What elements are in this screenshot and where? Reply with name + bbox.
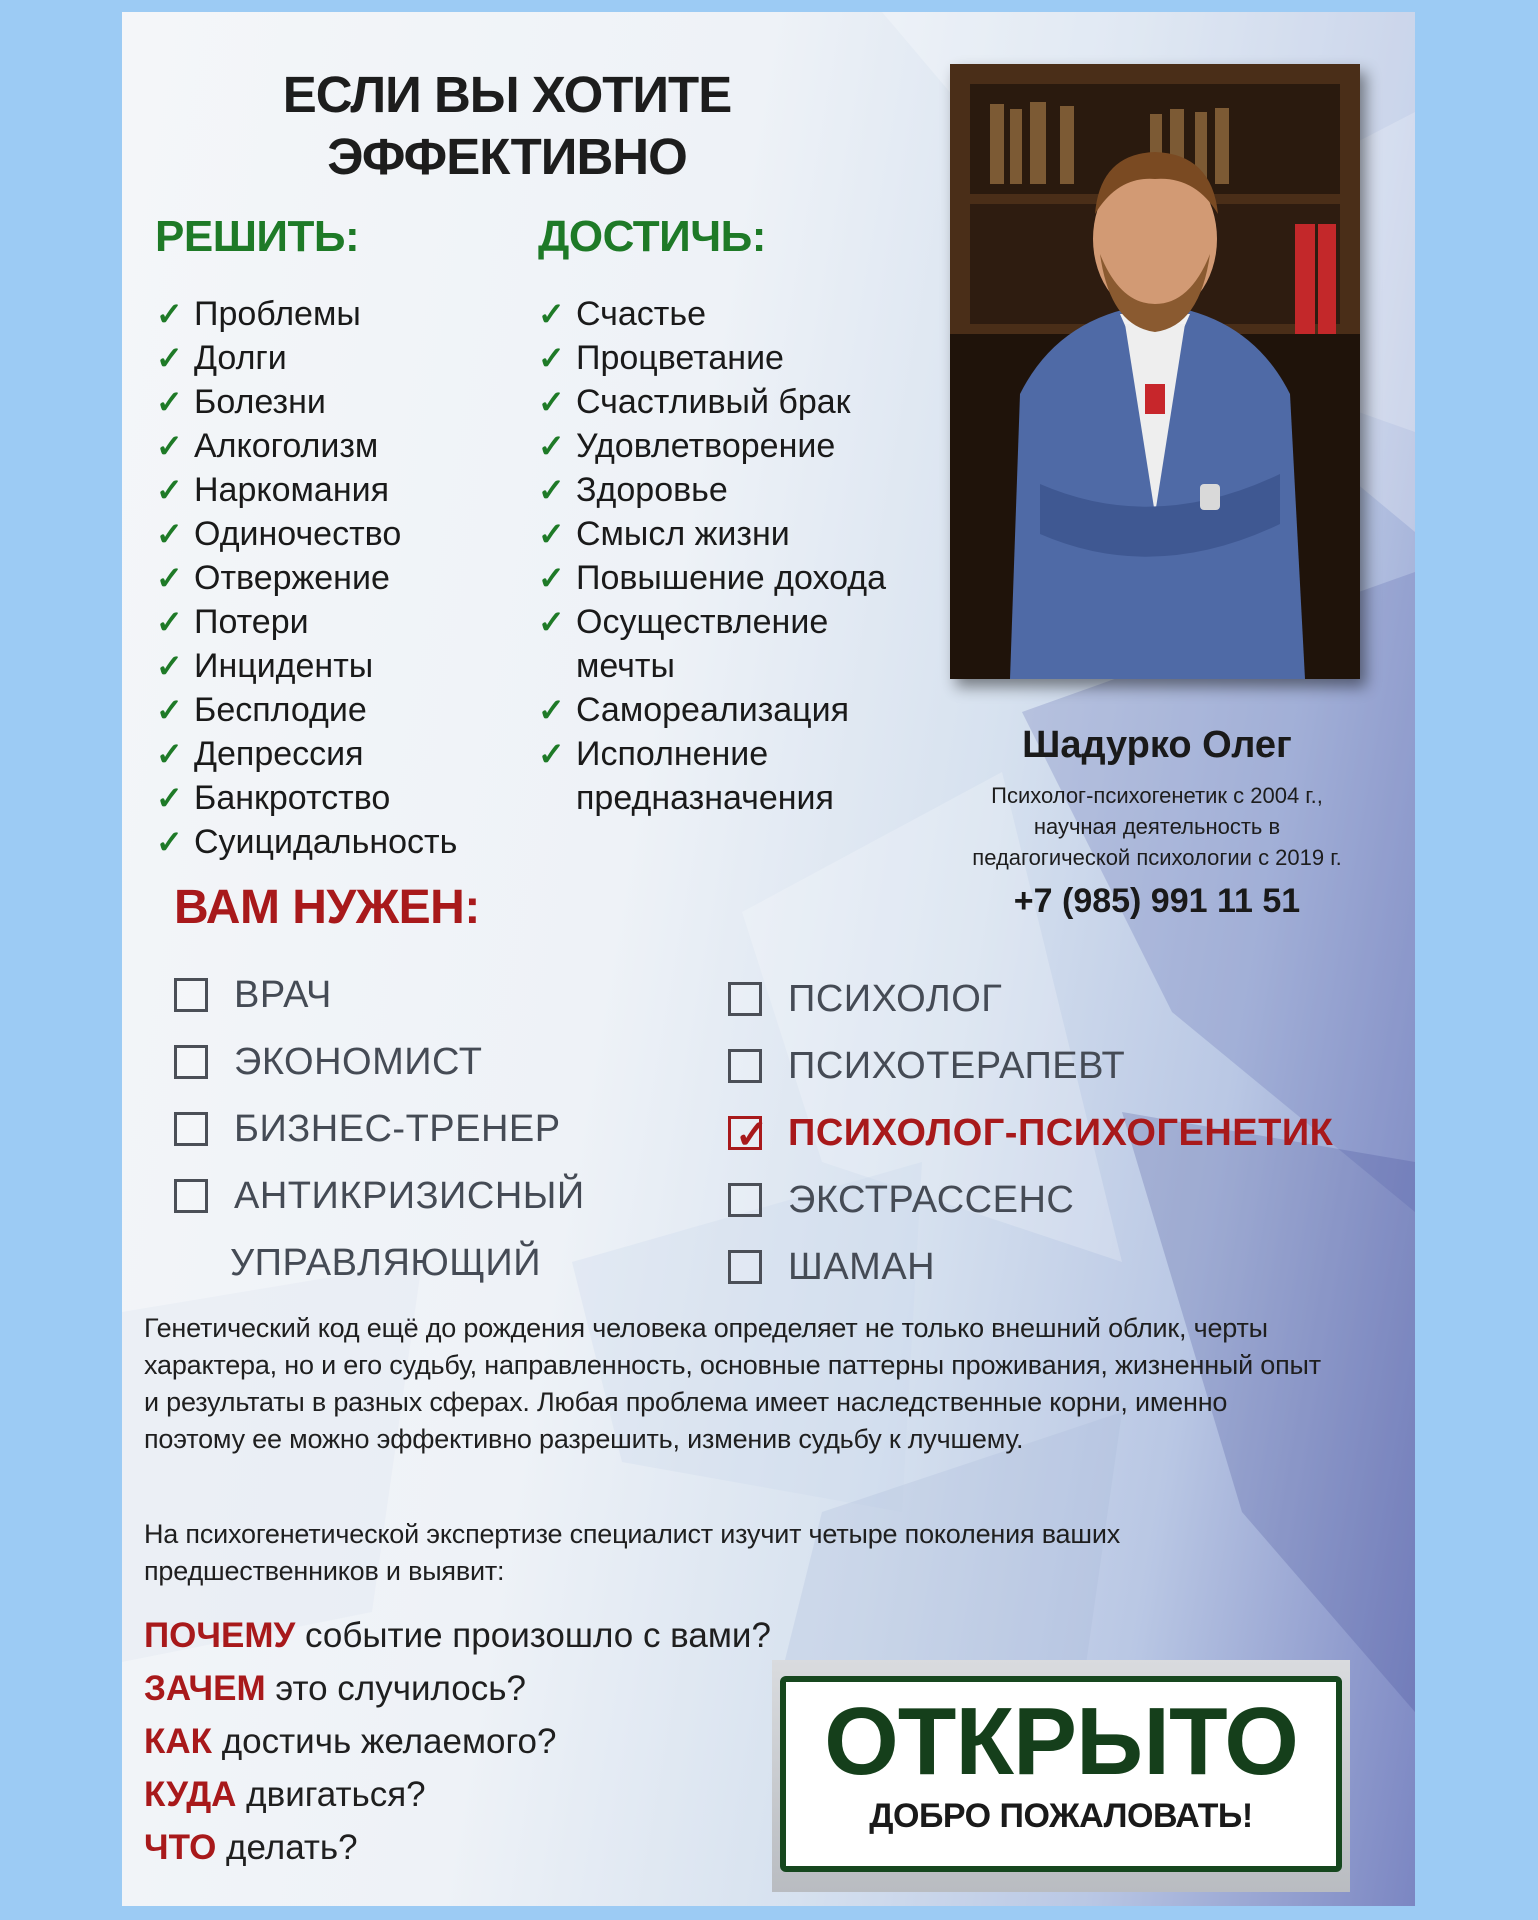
check-icon: ✓: [538, 736, 565, 772]
check-icon: ✓: [538, 340, 565, 376]
list-item-label: Процветание: [576, 339, 784, 377]
check-icon: ✓: [156, 428, 183, 464]
open-sign-title: ОТКРЫТО: [824, 1688, 1298, 1795]
checkbox-icon: [174, 1045, 208, 1079]
list-item-label: предназначения: [576, 779, 834, 817]
headline-line1: ЕСЛИ ВЫ ХОТИТЕ: [282, 66, 732, 123]
list-item: [154, 600, 457, 644]
list-item: [536, 556, 886, 600]
open-sign-subtitle: ДОБРО ПОЖАЛОВАТЬ!: [869, 1797, 1253, 1835]
check-icon: ✓: [538, 560, 565, 596]
poster: [122, 12, 1415, 1906]
bio-line2: научная деятельность в: [1033, 814, 1281, 839]
list-item: [154, 336, 457, 380]
check-icon: ✓: [156, 736, 183, 772]
list-item-label: Долги: [194, 339, 287, 377]
check-icon: ✓: [156, 648, 183, 684]
list-item-label: мечты: [576, 647, 675, 685]
bio-line3: педагогической психологии с 2019 г.: [972, 845, 1342, 870]
check-icon: ✓: [156, 604, 183, 640]
solve-list: [154, 292, 457, 864]
question-keyword: ПОЧЕМУ: [144, 1616, 296, 1655]
list-item-label: Счастье: [576, 295, 706, 333]
need-option-label: ЭКОНОМИСТ: [234, 1041, 483, 1083]
list-item-label: Исполнение: [576, 735, 769, 773]
checkbox-icon: [728, 982, 762, 1016]
need-title: ВАМ НУЖЕН:: [174, 881, 480, 934]
list-item: [536, 424, 886, 468]
list-item: [154, 380, 457, 424]
list-item: [536, 380, 886, 424]
check-icon: ✓: [538, 604, 565, 640]
list-item-label: Счастливый брак: [576, 383, 851, 421]
list-item-label: Банкротство: [194, 779, 391, 817]
check-icon: ✓: [538, 384, 565, 420]
need-option-label: БИЗНЕС-ТРЕНЕР: [234, 1108, 561, 1150]
list-item: [154, 688, 457, 732]
question-line: [144, 1669, 526, 1709]
need-option-label: ШАМАН: [788, 1246, 936, 1288]
check-icon: ✓: [538, 428, 565, 464]
need-option-label: АНТИКРИЗИСНЫЙ: [234, 1175, 585, 1217]
phone-number: +7 (985) 991 11 51: [1013, 882, 1301, 920]
list-item-label: Наркомания: [194, 471, 390, 509]
paragraph-expertise: На психогенетической экспертизе специалист изучит четыре поколения ваших предшественников и выявит:: [144, 1519, 1121, 1586]
checkbox-icon: [728, 1183, 762, 1217]
list-item: [536, 776, 886, 820]
need-option-label: ПСИХОТЕРАПЕВТ: [788, 1045, 1126, 1087]
check-icon: ✓: [156, 824, 183, 860]
question-keyword: ЧТО: [144, 1828, 217, 1867]
question-text: событие произошло с вами?: [295, 1616, 771, 1655]
list-item: [154, 556, 457, 600]
achieve-list: [536, 292, 886, 820]
list-item: [536, 644, 886, 688]
question-line: [144, 1616, 771, 1656]
list-item-label: Проблемы: [194, 295, 361, 333]
list-item: [154, 644, 457, 688]
list-item: [154, 424, 457, 468]
need-option-label: ПСИХОЛОГ-ПСИХОГЕНЕТИК: [788, 1112, 1334, 1154]
paragraph-genetic-code: Генетический код ещё до рождения человека определяет не только внешний облик, черты характера, но и его судьбу, направленность, основные паттерны проживания, жизненный опыт и результаты в разных сферах. Любая проблема имеет наследственные корни, именно поэтому ее можно эффективно разрешить, изменив судьбу к лучшему.: [144, 1313, 1321, 1454]
check-mark-icon: ✓: [735, 1113, 770, 1157]
list-item: [536, 336, 886, 380]
list-item-label: Потери: [194, 603, 309, 641]
list-item-label: Суицидальность: [194, 823, 458, 861]
open-sign: [780, 1676, 1342, 1872]
question-text: достичь желаемого?: [212, 1722, 557, 1761]
list-item: [154, 292, 457, 336]
open-sign-frame: [772, 1660, 1350, 1892]
list-item-label: Самореализация: [576, 691, 850, 729]
checkbox-checked-icon: [728, 1113, 770, 1157]
question-text: это случилось?: [265, 1669, 526, 1708]
check-icon: ✓: [156, 472, 183, 508]
list-item: [154, 468, 457, 512]
headline: [272, 64, 742, 188]
check-icon: ✓: [156, 296, 183, 332]
list-item: [536, 292, 886, 336]
check-icon: ✓: [156, 340, 183, 376]
question-text: двигаться?: [236, 1775, 426, 1814]
list-item: [154, 732, 457, 776]
need-option-label: ПСИХОЛОГ: [788, 978, 1003, 1020]
person-bio: [912, 780, 1402, 873]
list-item: [154, 820, 457, 864]
list-item-label: Отвержение: [194, 559, 390, 597]
checkbox-icon: [174, 1179, 208, 1213]
check-icon: ✓: [156, 384, 183, 420]
list-item: [154, 512, 457, 556]
solve-title: РЕШИТЬ:: [155, 212, 360, 261]
list-item: [154, 776, 457, 820]
list-item-label: Здоровье: [576, 471, 728, 509]
check-icon: ✓: [156, 560, 183, 596]
list-item: [536, 512, 886, 556]
list-item-label: Болезни: [194, 383, 326, 421]
portrait-photo: [950, 64, 1360, 679]
check-icon: ✓: [156, 780, 183, 816]
list-item-label: Инциденты: [194, 647, 374, 685]
checkbox-icon: [728, 1250, 762, 1284]
question-keyword: ЗАЧЕМ: [144, 1669, 266, 1708]
question-line: [144, 1775, 426, 1815]
list-item-label: Одиночество: [194, 515, 402, 553]
question-line: [144, 1828, 358, 1868]
list-item-label: Смысл жизни: [576, 515, 790, 553]
check-icon: ✓: [538, 516, 565, 552]
need-option-label: УПРАВЛЯЮЩИЙ: [230, 1242, 542, 1284]
portrait-illustration: [950, 64, 1360, 679]
achieve-title: ДОСТИЧЬ:: [538, 212, 766, 261]
list-item-label: Осуществление: [576, 603, 829, 641]
check-icon: ✓: [538, 472, 565, 508]
check-icon: ✓: [538, 692, 565, 728]
check-icon: ✓: [156, 692, 183, 728]
person-name: Шадурко Олег: [1022, 724, 1292, 766]
question-text: делать?: [216, 1828, 358, 1867]
headline-line2: ЭФФЕКТИВНО: [327, 128, 687, 185]
check-icon: ✓: [538, 296, 565, 332]
question-keyword: КУДА: [144, 1775, 237, 1814]
bio-line1: Психолог-психогенетик с 2004 г.,: [991, 783, 1323, 808]
list-item: [536, 688, 886, 732]
question-keyword: КАК: [144, 1722, 213, 1761]
question-line: [144, 1722, 556, 1762]
list-item: [536, 600, 886, 644]
need-option-label: ЭКСТРАССЕНС: [788, 1179, 1075, 1221]
list-item-label: Удовлетворение: [576, 427, 836, 465]
check-icon: ✓: [156, 516, 183, 552]
list-item-label: Повышение дохода: [576, 559, 887, 597]
list-item-label: Депрессия: [194, 735, 364, 773]
checkbox-icon: [174, 978, 208, 1012]
checkbox-icon: [728, 1049, 762, 1083]
checkbox-icon: [174, 1112, 208, 1146]
list-item: [536, 468, 886, 512]
need-option-label: ВРАЧ: [234, 974, 332, 1016]
list-item-label: Алкоголизм: [194, 427, 379, 465]
list-item: [536, 732, 886, 776]
list-item-label: Бесплодие: [194, 691, 367, 729]
